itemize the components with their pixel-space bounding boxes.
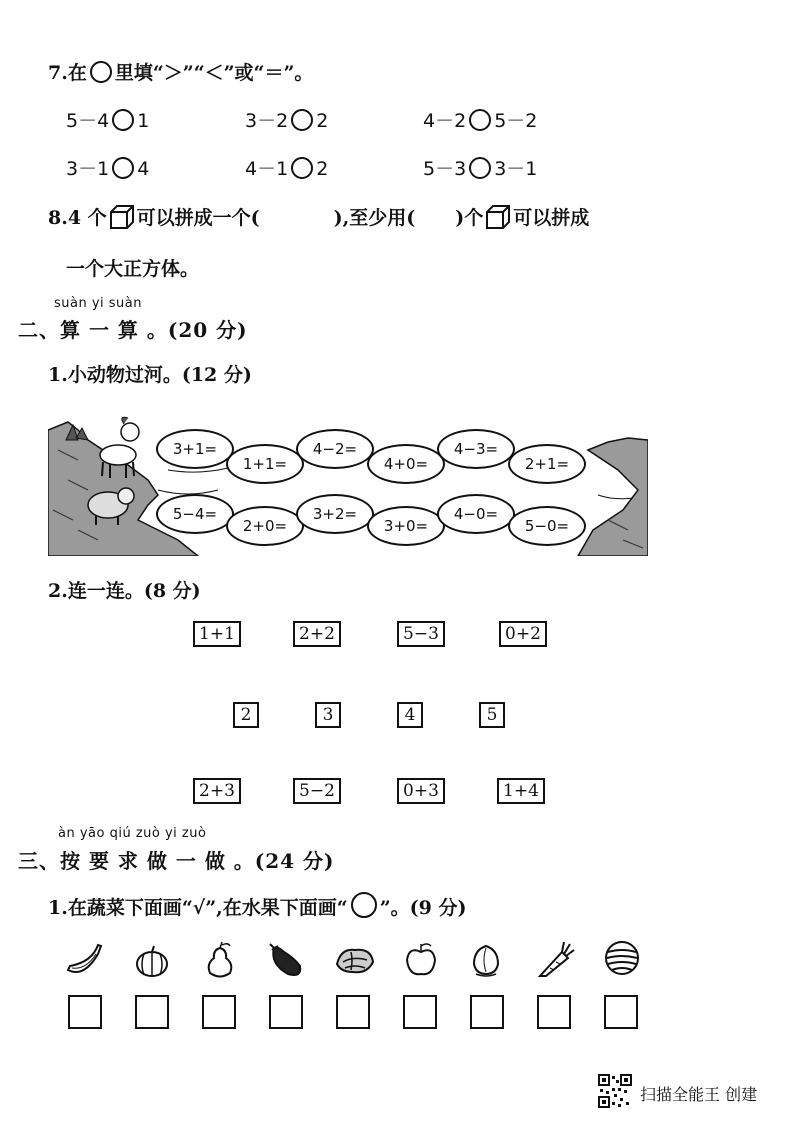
footer-text: 扫描全能王 创建 [640,1085,758,1104]
pumpkin-icon [134,944,170,978]
match-box-top[interactable]: 1+1 [193,621,241,647]
stone-bottom[interactable]: 2+0= [226,506,304,546]
pear-icon [202,940,238,980]
q7-title: 7.在 里填“＞”“＜”或“＝”。 [48,62,314,84]
circle-icon [90,61,112,83]
answer-circle[interactable] [469,157,491,179]
compare-item: 3－1 4 [66,158,150,180]
cube-icon [485,204,511,230]
apple-icon [403,940,439,980]
compare-item: 4－1 2 [245,158,329,180]
q8-line2: 一个大正方体。 [66,258,200,280]
answer-circle[interactable] [112,157,134,179]
stone-bottom[interactable]: 4−0= [437,494,515,534]
section3-q1: 1.在蔬菜下面画“√”,在水果下面画“ ”。(9 分) [48,892,466,920]
match-box-mid[interactable]: 5 [479,702,505,728]
watermelon-icon [602,938,642,978]
eggplant-icon [266,940,306,980]
stone-top[interactable]: 1+1= [226,444,304,484]
stone-top[interactable]: 3+1= [156,429,234,469]
match-box-mid[interactable]: 4 [397,702,423,728]
stone-bottom[interactable]: 3+2= [296,494,374,534]
answer-square[interactable] [336,995,370,1029]
compare-item: 5－4 1 [66,110,150,132]
match-box-mid[interactable]: 2 [233,702,259,728]
section3-title: 三、按 要 求 做 一 做 。(24 分) [18,849,335,873]
answer-circle[interactable] [291,157,313,179]
answer-square[interactable] [135,995,169,1029]
compare-item: 5－3 3－1 [423,158,538,180]
section2-q1: 1.小动物过河。(12 分) [48,364,252,386]
match-box-bottom[interactable]: 1+4 [497,778,545,804]
answer-square[interactable] [470,995,504,1029]
section2-pinyin: suàn yi suàn [54,296,143,311]
stone-bottom[interactable]: 5−4= [156,494,234,534]
answer-square[interactable] [68,995,102,1029]
banana-icon [64,940,104,980]
cabbage-icon [333,942,377,978]
answer-square[interactable] [403,995,437,1029]
match-box-top[interactable]: 2+2 [293,621,341,647]
stone-bottom[interactable]: 3+0= [367,506,445,546]
compare-item: 4－2 5－2 [423,110,538,132]
cube-icon [109,204,135,230]
circle-icon [351,892,377,918]
compare-item: 3－2 2 [245,110,329,132]
stone-top[interactable]: 4+0= [367,444,445,484]
answer-square[interactable] [269,995,303,1029]
answer-square[interactable] [202,995,236,1029]
section2-title: 二、算 一 算 。(20 分) [18,318,248,342]
answer-square[interactable] [604,995,638,1029]
section3-pinyin: àn yāo qiú zuò yi zuò [58,826,207,841]
qr-code-icon [598,1074,632,1108]
answer-circle[interactable] [469,109,491,131]
answer-circle[interactable] [291,109,313,131]
peach-icon [468,942,504,978]
answer-square[interactable] [537,995,571,1029]
match-box-bottom[interactable]: 5−2 [293,778,341,804]
stone-top[interactable]: 2+1= [508,444,586,484]
answer-circle[interactable] [112,109,134,131]
section2-q2: 2.连一连。(8 分) [48,580,201,602]
stone-top[interactable]: 4−3= [437,429,515,469]
stone-bottom[interactable]: 5−0= [508,506,586,546]
match-box-top[interactable]: 0+2 [499,621,547,647]
match-box-top[interactable]: 5−3 [397,621,445,647]
match-box-mid[interactable]: 3 [315,702,341,728]
carrot-icon [536,940,576,980]
stone-top[interactable]: 4−2= [296,429,374,469]
match-box-bottom[interactable]: 0+3 [397,778,445,804]
q8-line1: 8.4 个 可以拼成一个( ),至少用( )个 可以拼成 [48,203,589,230]
match-box-bottom[interactable]: 2+3 [193,778,241,804]
